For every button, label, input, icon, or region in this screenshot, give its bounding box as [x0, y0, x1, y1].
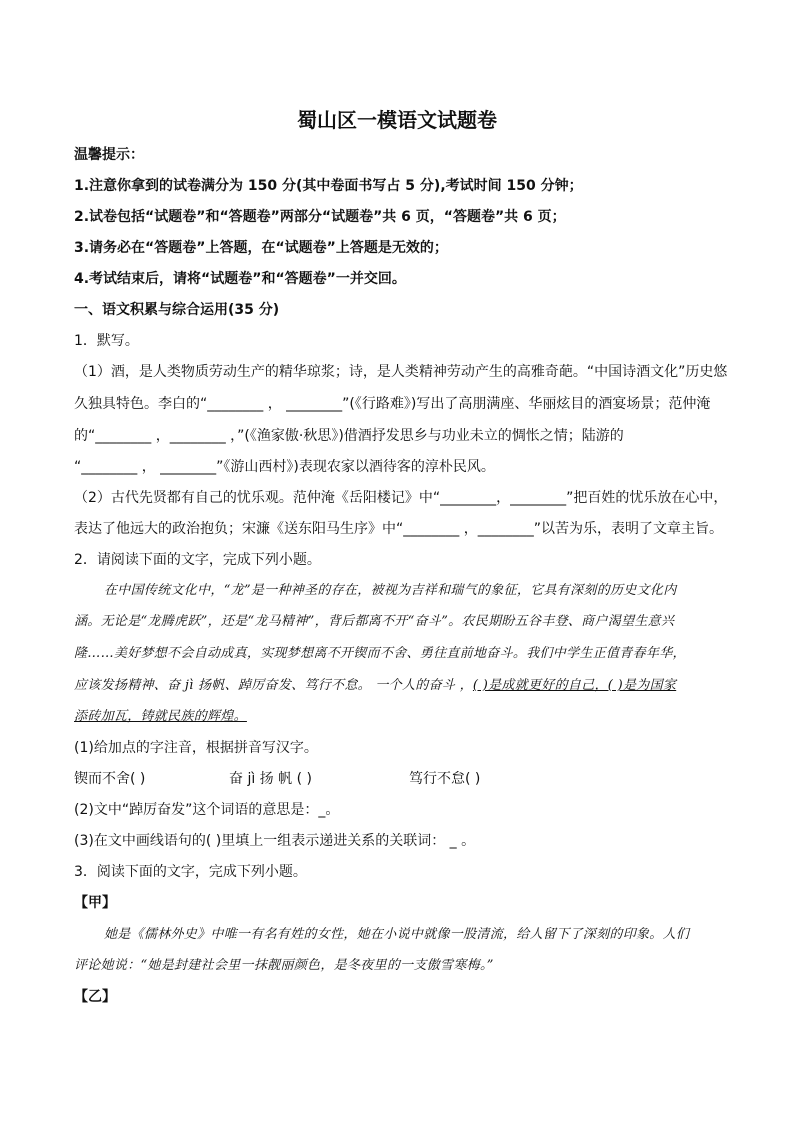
tip-item: 1.注意你拿到的试卷满分为 150 分(其中卷面书写占 5 分),考试时间 150 分钟；	[74, 178, 583, 194]
question-text: “________ ， ________”《游山西村》)表现农家以酒待客的淳朴民风。	[74, 459, 495, 475]
question-text: 表达了他远大的政治抱负；宋濂《送东阳马生序》中“________ ，________”以苦为乐，表明了文章主旨。	[74, 521, 723, 537]
answer-blank: 笃行不怠( )	[409, 771, 481, 787]
underlined-sentence: 添砖加瓦，铸就民族的辉煌。	[74, 709, 247, 724]
excerpt-marker: 【甲】	[74, 895, 116, 911]
passage-line: 隆……美好梦想不会自动成真，实现梦想离不开锲而不舍、勇往直前地奋斗。我们中学生正值青春年华，	[74, 646, 686, 661]
passage-text: 应该发扬精神、奋 jì 扬帆、踔厉奋发、笃行不怠。 一个人的奋斗 ，	[74, 678, 473, 693]
sub-question: (1)给加点的字注音，根据拼音写汉字。	[74, 740, 318, 756]
sub-question: (2)文中“踔厉奋发”这个词语的意思是：_。	[74, 802, 340, 818]
passage-line	[74, 676, 724, 696]
question-text: （1）酒，是人类物质劳动生产的精华琼浆；诗，是人类精神劳动产生的高雅奇葩。“中国诗酒文化”历史悠	[74, 364, 728, 380]
passage-line: 她是《儒林外史》中唯一有名有姓的女性，她在小说中就像一股清流，给人留下了深刻的印象。人们	[104, 927, 690, 942]
section-heading: 一、语文积累与综合运用(35 分)	[74, 302, 280, 318]
tip-item: 4.考试结束后，请将“试题卷”和“答题卷”一并交回。	[74, 271, 406, 287]
question-text: 久独具特色。李白的“________ ， ________”(《行路难》)写出了高朋满座、华丽炫目的酒宴场景；范仲淹	[74, 396, 711, 412]
passage-line: 评论她说：“她是封建社会里一抹靓丽颜色，是冬夜里的一支傲雪寒梅。”	[74, 958, 494, 973]
answer-blank: 奋 jì 扬 帆 ( )	[229, 771, 312, 787]
tip-item: 2.试卷包括“试题卷”和“答题卷”两部分“试题卷”共 6 页，“答题卷”共 6 页；	[74, 209, 566, 225]
question-label: 1．默写。	[74, 333, 139, 349]
answer-blank: 锲而不舍( )	[74, 771, 146, 787]
sub-question: (3)在文中画线语句的( )里填上一组表示递进关系的关联词： _ 。	[74, 833, 476, 849]
question-label: 2．请阅读下面的文字，完成下列小题。	[74, 552, 321, 568]
question-text: 的“________ ，________ ，”(《渔家傲·秋思》)借酒抒发思乡与功业未立的惆怅之情；陆游的	[74, 428, 624, 444]
tip-item: 3.请务必在“答题卷”上答题，在“试题卷”上答题是无效的；	[74, 240, 448, 256]
underlined-sentence: ( )是成就更好的自己，( )是为国家	[472, 678, 677, 693]
passage-line: 在中国传统文化中，“龙”是一种神圣的存在，被视为吉祥和瑞气的象征，它具有深刻的历史文化内	[104, 583, 677, 598]
page-title: 蜀山区一模语文试题卷	[297, 108, 497, 132]
tips-heading: 温馨提示：	[74, 147, 144, 163]
question-text: （2）古代先贤都有自己的忧乐观。范仲淹《岳阳楼记》中“________，________”把百姓的忧乐放在心中，	[74, 490, 728, 506]
excerpt-marker: 【乙】	[74, 989, 116, 1005]
passage-line	[74, 707, 724, 727]
passage-line: 涵。无论是“龙腾虎跃”，还是“龙马精神”，背后都离不开“奋斗”。农民期盼五谷丰登、商户渴望生意兴	[74, 614, 675, 629]
question-label: 3．阅读下面的文字，完成下列小题。	[74, 864, 307, 880]
